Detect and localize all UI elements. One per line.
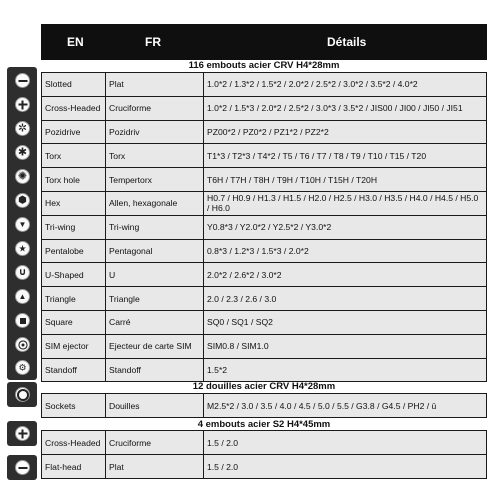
table-row <box>42 144 487 168</box>
cell-details: 1.0*2 / 1.3*2 / 1.5*2 / 2.0*2 / 2.5*2 / 3.0*2 / 3.5*2 / 4.0*2 <box>204 73 487 97</box>
cell-details: 1.5*2 <box>204 358 487 382</box>
cell-details: SQ0 / SQ1 / SQ2 <box>204 310 487 334</box>
pentalobe-icon <box>15 241 30 256</box>
cell-fr: Plat <box>106 455 204 479</box>
standoff-icon <box>15 360 30 375</box>
table-row <box>42 358 487 382</box>
cell-fr: U <box>106 263 204 287</box>
table-row <box>42 310 487 334</box>
cell-en: U-Shaped <box>42 263 106 287</box>
table-row <box>42 334 487 358</box>
table-row <box>42 96 487 120</box>
cell-en: Hex <box>42 191 106 215</box>
flat-head-icon-box <box>7 455 37 480</box>
cell-en: Torx <box>42 144 106 168</box>
cell-fr: Pozidriv <box>106 120 204 144</box>
table-row <box>42 394 487 418</box>
cell-en: Cross-Headed <box>42 96 106 120</box>
cell-en: Tri-wing <box>42 215 106 239</box>
cell-details: PZ00*2 / PZ0*2 / PZ1*2 / PZ2*2 <box>204 120 487 144</box>
cell-en: Flat-head <box>42 455 106 479</box>
table-row <box>42 191 487 215</box>
cell-fr: Carré <box>106 310 204 334</box>
socket-icon-box <box>7 382 37 407</box>
cell-fr: Tempertorx <box>106 168 204 192</box>
cell-details: 1.5 / 2.0 <box>204 455 487 479</box>
cell-details: T1*3 / T2*3 / T4*2 / T5 / T6 / T7 / T8 / T9 / T10 / T15 / T20 <box>204 144 487 168</box>
header-fr: FR <box>145 35 161 49</box>
table-row <box>42 168 487 192</box>
cell-fr: Pentagonal <box>106 239 204 263</box>
cell-fr: Ejecteur de carte SIM <box>106 334 204 358</box>
square-icon <box>15 313 30 328</box>
cell-en: Sockets <box>42 394 106 418</box>
cell-fr: Douilles <box>106 394 204 418</box>
cell-fr: Standoff <box>106 358 204 382</box>
tri-wing-icon <box>15 217 30 232</box>
cross-icon <box>15 426 30 441</box>
cell-en: Pentalobe <box>42 239 106 263</box>
pozidrive-icon <box>15 121 30 136</box>
flat-head-icon <box>15 460 30 475</box>
triangle-icon <box>15 289 30 304</box>
cell-details: SIM0.8 / SIM1.0 <box>204 334 487 358</box>
section-title-long-bits: 4 embouts acier S2 H4*45mm <box>197 419 331 430</box>
table-row <box>42 455 487 479</box>
torx-icon <box>15 145 30 160</box>
u-shaped-icon <box>15 265 30 280</box>
table-row <box>42 120 487 144</box>
bit-icon-strip <box>7 67 37 380</box>
header-details: Détails <box>327 35 367 49</box>
cell-details: 2.0*2 / 2.6*2 / 3.0*2 <box>204 263 487 287</box>
cell-fr: Cruciforme <box>106 96 204 120</box>
cell-details: 2.0 / 2.3 / 2.6 / 3.0 <box>204 287 487 311</box>
sim-ejector-icon <box>15 337 30 352</box>
bits-table <box>41 72 487 382</box>
table-row <box>42 73 487 97</box>
cell-en: Standoff <box>42 358 106 382</box>
cell-en: Slotted <box>42 73 106 97</box>
cross-icon-box <box>7 421 37 446</box>
cell-details: T6H / T7H / T8H / T9H / T10H / T15H / T20H <box>204 168 487 192</box>
cell-details: M2.5*2 / 3.0 / 3.5 / 4.0 / 4.5 / 5.0 / 5.5 / G3.8 / G4.5 / PH2 / ū <box>204 394 487 418</box>
section-title-bits: 116 embouts acier CRV H4*28mm <box>188 60 340 71</box>
cell-fr: Triangle <box>106 287 204 311</box>
table-row <box>42 287 487 311</box>
cell-fr: Tri-wing <box>106 215 204 239</box>
hex-icon <box>15 193 30 208</box>
cell-details: 1.0*2 / 1.5*3 / 2.0*2 / 2.5*2 / 3.0*3 / 3.5*2 / JIS00 / JI00 / JI50 / JI51 <box>204 96 487 120</box>
table-header <box>41 24 487 60</box>
header-en: EN <box>67 35 84 49</box>
table-row <box>42 215 487 239</box>
long-bits-table <box>41 430 487 479</box>
cell-en: SIM ejector <box>42 334 106 358</box>
cell-fr: Torx <box>106 144 204 168</box>
socket-icon <box>15 387 30 402</box>
table-row <box>42 431 487 455</box>
cell-details: H0.7 / H0.9 / H1.3 / H1.5 / H2.0 / H2.5 / H3.0 / H3.5 / H4.0 / H4.5 / H5.0 / H6.0 <box>204 191 487 215</box>
cell-en: Cross-Headed <box>42 431 106 455</box>
torx-hole-icon <box>15 169 30 184</box>
cell-fr: Cruciforme <box>106 431 204 455</box>
cell-details: Y0.8*3 / Y2.0*2 / Y2.5*2 / Y3.0*2 <box>204 215 487 239</box>
cell-en: Square <box>42 310 106 334</box>
cell-fr: Allen, hexagonale <box>106 191 204 215</box>
slotted-icon <box>15 73 30 88</box>
cell-details: 1.5 / 2.0 <box>204 431 487 455</box>
table-row <box>42 239 487 263</box>
cell-en: Triangle <box>42 287 106 311</box>
cross-icon <box>15 97 30 112</box>
sockets-table <box>41 393 487 418</box>
table-row <box>42 263 487 287</box>
cell-en: Torx hole <box>42 168 106 192</box>
cell-en: Pozidrive <box>42 120 106 144</box>
cell-details: 0.8*3 / 1.2*3 / 1.5*3 / 2.0*2 <box>204 239 487 263</box>
cell-fr: Plat <box>106 73 204 97</box>
section-title-sockets: 12 douilles acier CRV H4*28mm <box>192 381 336 392</box>
